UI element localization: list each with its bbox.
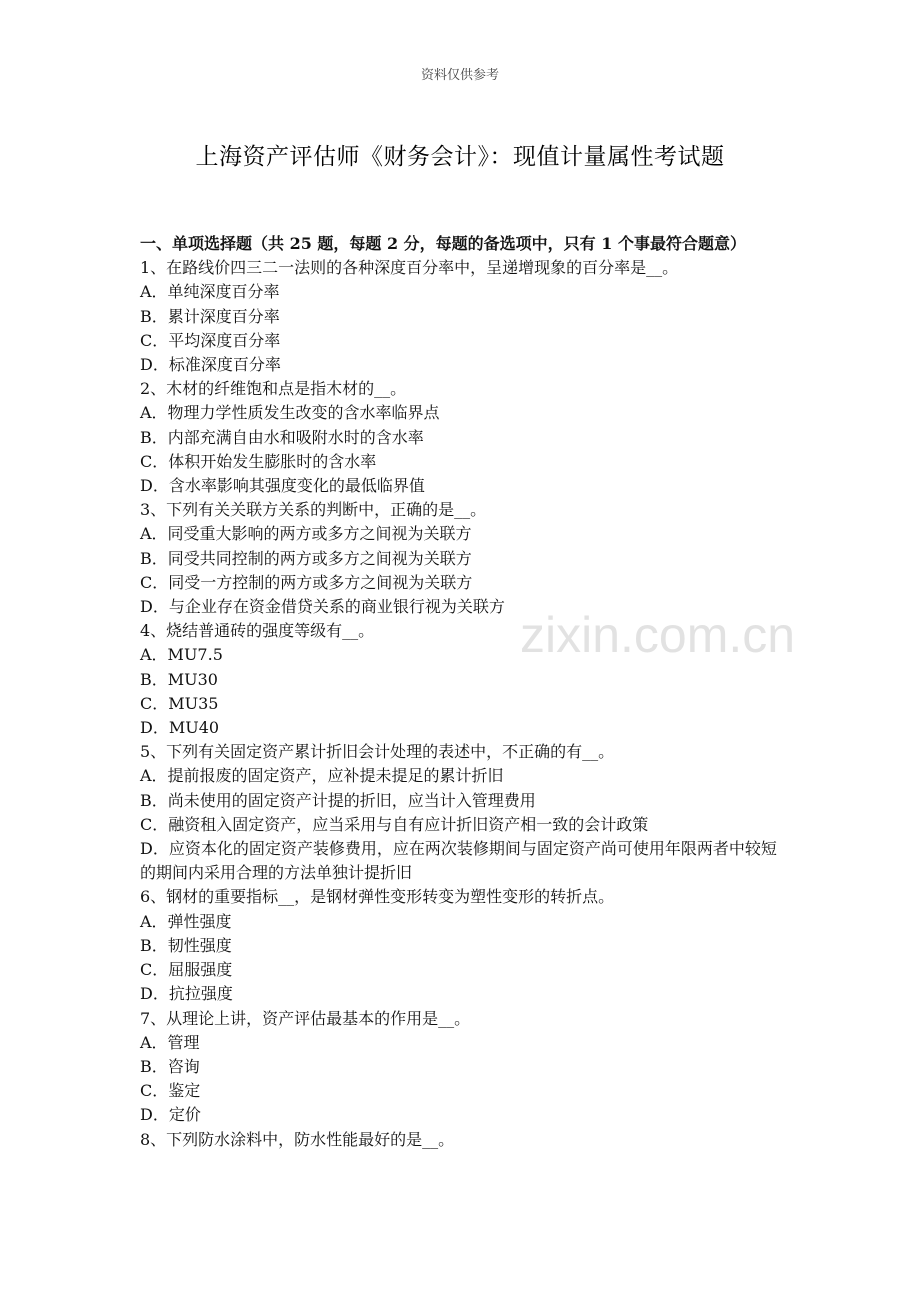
option-c: C．同受一方控制的两方或多方之间视为关联方 (140, 572, 473, 592)
question-stem: 4、烧结普通砖的强度等级有__。 (140, 621, 375, 641)
option-d: D．含水率影响其强度变化的最低临界值 (140, 476, 425, 496)
question-3 (140, 498, 785, 619)
option-a: A．同受重大影响的两方或多方之间视为关联方 (140, 524, 472, 544)
option-d: D．应资本化的固定资产装修费用，应在两次装修期间与固定资产尚可使用年限两者中较短的期间内采用合理的方法单独计提折旧 (140, 839, 777, 883)
page-header-note: 资料仅供参考 (420, 68, 499, 83)
question-5 (140, 740, 785, 885)
option-d: D．定价 (140, 1105, 201, 1125)
question-6 (140, 885, 785, 1006)
option-b: B．咨询 (140, 1056, 200, 1076)
question-stem: 3、下列有关关联方关系的判断中，正确的是__。 (140, 500, 487, 520)
option-a: A．管理 (140, 1032, 200, 1052)
option-c: C．屈服强度 (140, 960, 233, 980)
question-1 (140, 256, 785, 377)
option-d: D．抗拉强度 (140, 984, 233, 1004)
option-b: B．尚未使用的固定资产计提的折旧，应当计入管理费用 (140, 790, 536, 810)
option-b: B．MU30 (140, 669, 218, 689)
question-8 (140, 1128, 785, 1152)
question-2 (140, 377, 785, 498)
option-c: C．MU35 (140, 693, 219, 713)
section-heading: 一、单项选择题（共 25 题，每题 2 分，每题的备选项中，只有 1 个事最符合题意） (140, 234, 746, 253)
question-stem: 1、在路线价四三二一法则的各种深度百分率中，呈递增现象的百分率是__。 (140, 258, 679, 278)
question-stem: 7、从理论上讲，资产评估最基本的作用是__。 (140, 1008, 471, 1028)
watermark: zixin.com.cn (520, 607, 796, 663)
option-c: C．融资租入固定资产，应当采用与自有应计折旧资产相一致的会计政策 (140, 814, 649, 834)
option-a: A．单纯深度百分率 (140, 282, 280, 302)
option-b: B．累计深度百分率 (140, 306, 280, 326)
option-a: A．物理力学性质发生改变的含水率临界点 (140, 403, 440, 423)
question-7 (140, 1007, 785, 1128)
document-body (140, 232, 785, 1152)
document-title: 上海资产评估师《财务会计》：现值计量属性考试题 (195, 144, 725, 170)
question-stem: 6、钢材的重要指标__，是钢材弹性变形转变为塑性变形的转折点。 (140, 887, 615, 907)
option-b: B．内部充满自由水和吸附水时的含水率 (140, 427, 424, 447)
option-a: A．提前报废的固定资产，应补提未提足的累计折旧 (140, 766, 504, 786)
option-d: D．MU40 (140, 718, 220, 738)
option-a: A．弹性强度 (140, 911, 232, 931)
option-c: C．鉴定 (140, 1081, 201, 1101)
option-d: D．与企业存在资金借贷关系的商业银行视为关联方 (140, 597, 505, 617)
question-4 (140, 619, 785, 740)
option-d: D．标准深度百分率 (140, 355, 281, 375)
option-b: B．同受共同控制的两方或多方之间视为关联方 (140, 548, 472, 568)
question-stem: 5、下列有关固定资产累计折旧会计处理的表述中，不正确的有__。 (140, 742, 615, 762)
question-stem: 8、下列防水涂料中，防水性能最好的是__。 (140, 1129, 455, 1149)
option-b: B．韧性强度 (140, 935, 232, 955)
option-c: C．平均深度百分率 (140, 330, 281, 350)
option-a: A．MU7.5 (140, 645, 223, 665)
question-stem: 2、木材的纤维饱和点是指木材的__。 (140, 379, 407, 399)
option-c: C．体积开始发生膨胀时的含水率 (140, 451, 377, 471)
